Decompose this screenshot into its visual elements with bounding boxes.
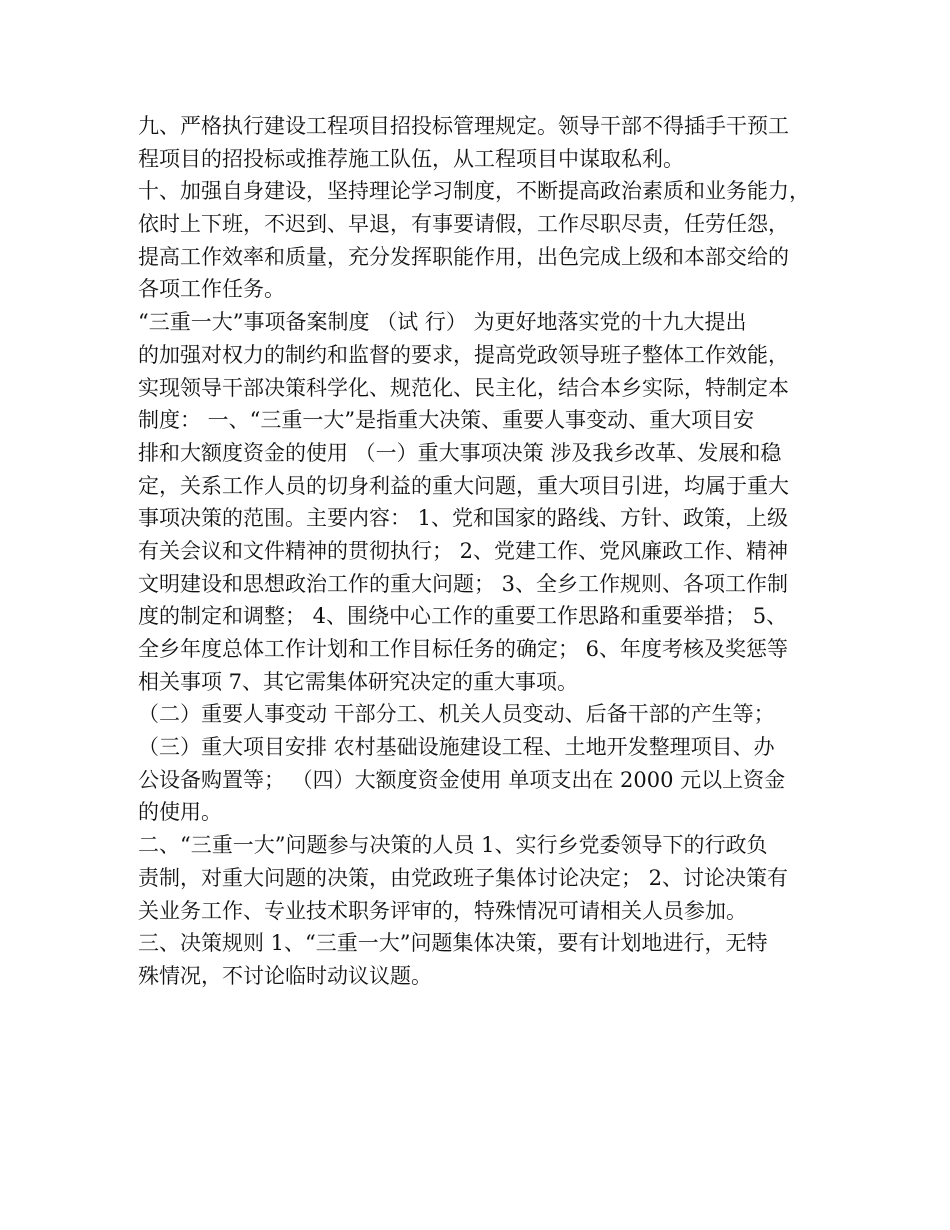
text-line: 二、“三重一大”问题参与决策的人员 1、实行乡党委领导下的行政负 xyxy=(138,833,768,858)
document-body xyxy=(138,110,828,993)
text-line: 十、加强自身建设，坚持理论学习制度，不断提高政治素质和业务能力， xyxy=(138,179,810,204)
text-line: 殊情况，不讨论临时动议议题。 xyxy=(138,963,432,988)
text-line: 制度： 一、“三重一大”是指重大决策、重要人事变动、重大项目安 xyxy=(138,408,755,433)
text-line: （二）重要人事变动 干部分工、机关人员变动、后备干部的产生等； xyxy=(138,702,775,727)
text-line: 排和大额度资金的使用 （一）重大事项决策 涉及我乡改革、发展和稳 xyxy=(138,440,782,465)
text-line: 程项目的招投标或推荐施工队伍，从工程项目中谋取私利。 xyxy=(138,146,684,171)
text-line: 文明建设和思想政治工作的重大问题； 3、全乡工作规则、各项工作制 xyxy=(138,571,789,596)
text-line: 关业务工作、专业技术职务评审的，特殊情况可请相关人员参加。 xyxy=(138,898,747,923)
text-line: 依时上下班，不迟到、早退，有事要请假，工作尽职尽责，任劳任怨， xyxy=(138,212,789,237)
text-line: 事项决策的范围。主要内容： 1、党和国家的路线、方针、政策，上级 xyxy=(138,506,789,531)
text-line: 的加强对权力的制约和监督的要求，提高党政领导班子整体工作效能， xyxy=(138,342,789,367)
text-line: 实现领导干部决策科学化、规范化、民主化，结合本乡实际，特制定本 xyxy=(138,375,789,400)
text-line: 公设备购置等； （四）大额度资金使用 单项支出在 2000 元以上资金 xyxy=(138,767,786,792)
text-line: 相关事项 7、其它需集体研究决定的重大事项。 xyxy=(138,669,579,694)
text-line: “三重一大”事项备案制度 （试 行） 为更好地落实党的十九大提出 xyxy=(138,310,747,335)
text-line: 定，关系工作人员的切身利益的重大问题，重大项目引进，均属于重大 xyxy=(138,473,789,498)
text-line: 各项工作任务。 xyxy=(138,277,285,302)
text-line: 全乡年度总体工作计划和工作目标任务的确定； 6、年度考核及奖惩等 xyxy=(138,637,789,661)
text-line: 度的制定和调整； 4、围绕中心工作的重要工作思路和重要举措； 5、 xyxy=(138,604,788,629)
text-line: 的使用。 xyxy=(138,800,222,825)
text-line: （三）重大项目安排 农村基础设施建设工程、土地开发整理项目、办 xyxy=(138,735,775,760)
text-line: 九、严格执行建设工程项目招投标管理规定。领导干部不得插手干预工 xyxy=(138,114,789,138)
text-line: 三、决策规则 1、“三重一大”问题集体决策，要有计划地进行，无特 xyxy=(138,931,768,956)
text-line: 责制，对重大问题的决策，由党政班子集体讨论决定； 2、讨论决策有 xyxy=(138,865,789,890)
text-line: 提高工作效率和质量，充分发挥职能作用，出色完成上级和本部交给的 xyxy=(138,244,789,269)
text-line: 有关会议和文件精神的贯彻执行； 2、党建工作、党风廉政工作、精神 xyxy=(138,538,789,563)
